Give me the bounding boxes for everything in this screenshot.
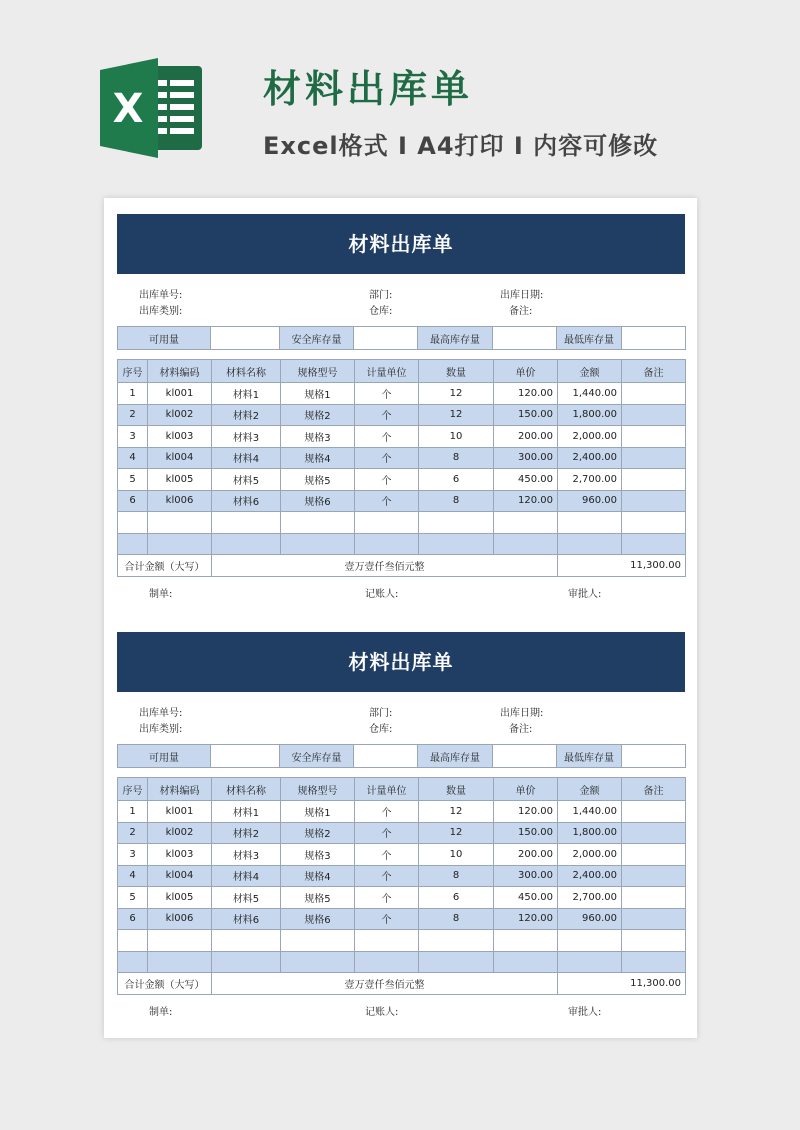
table-cell[interactable]: 8: [419, 447, 494, 469]
table-cell[interactable]: 材料5: [212, 469, 281, 491]
table-cell[interactable]: [281, 951, 355, 973]
table-cell[interactable]: [355, 930, 419, 952]
table-cell[interactable]: [622, 844, 686, 866]
category-label: 出库类别:: [139, 724, 183, 735]
table-cell[interactable]: kl006: [148, 490, 212, 512]
table-cell[interactable]: [212, 533, 281, 555]
max-stock-label: 最高库存量: [418, 745, 493, 768]
table-cell[interactable]: 2,700.00: [558, 469, 622, 491]
table-cell[interactable]: [622, 822, 686, 844]
form-meta: [117, 692, 685, 744]
table-cell[interactable]: [281, 533, 355, 555]
table-cell[interactable]: 规格5: [281, 887, 355, 909]
table-row: [118, 822, 686, 844]
table-cell[interactable]: [558, 930, 622, 952]
max-stock-label: 最高库存量: [418, 327, 493, 350]
table-row: [118, 383, 686, 405]
table-cell[interactable]: 个: [355, 801, 419, 823]
table-cell[interactable]: 2,400.00: [558, 447, 622, 469]
table-cell[interactable]: kl001: [148, 801, 212, 823]
column-header: 计量单位: [355, 778, 419, 801]
form-copy-2: [117, 632, 685, 1023]
column-header: 单价: [494, 360, 558, 383]
column-header: 规格型号: [281, 360, 355, 383]
table-cell[interactable]: kl003: [148, 844, 212, 866]
table-cell[interactable]: [494, 533, 558, 555]
signature-line: [117, 577, 685, 605]
table-cell[interactable]: 材料6: [212, 908, 281, 930]
total-amount[interactable]: 11,300.00: [558, 973, 686, 995]
table-cell[interactable]: [622, 908, 686, 930]
table-cell[interactable]: 规格4: [281, 865, 355, 887]
table-cell[interactable]: 450.00: [494, 887, 558, 909]
table-cell[interactable]: 规格4: [281, 447, 355, 469]
column-header: 单价: [494, 778, 558, 801]
table-cell[interactable]: kl005: [148, 887, 212, 909]
table-cell[interactable]: 规格1: [281, 383, 355, 405]
column-header: 计量单位: [355, 360, 419, 383]
total-in-words[interactable]: 壹万壹仟叁佰元整: [212, 555, 558, 577]
table-cell[interactable]: 150.00: [494, 404, 558, 426]
form-copy-1: [117, 214, 685, 605]
table-row: [118, 404, 686, 426]
table-cell[interactable]: [622, 801, 686, 823]
table-cell[interactable]: [118, 512, 148, 534]
department-label: 部门:: [369, 708, 393, 719]
total-label: 合计金额（大写）: [118, 555, 212, 577]
items-table: [117, 777, 686, 995]
warehouse-label: 仓库:: [369, 724, 393, 735]
table-cell[interactable]: 规格2: [281, 404, 355, 426]
table-cell[interactable]: [419, 512, 494, 534]
safety-stock-cell[interactable]: [354, 745, 418, 768]
column-header: 材料编码: [148, 778, 212, 801]
page-title: 材料出库单: [263, 67, 474, 111]
table-cell[interactable]: [494, 951, 558, 973]
empty-row: [118, 512, 686, 534]
stock-level-table: [117, 326, 686, 350]
table-cell[interactable]: [622, 490, 686, 512]
category-label: 出库类别:: [139, 306, 183, 317]
table-cell[interactable]: 1,440.00: [558, 383, 622, 405]
table-cell[interactable]: 1,800.00: [558, 404, 622, 426]
table-cell[interactable]: [355, 512, 419, 534]
table-cell[interactable]: 10: [419, 844, 494, 866]
table-cell[interactable]: 150.00: [494, 822, 558, 844]
max-stock-cell[interactable]: [493, 745, 557, 768]
safety-stock-label: 安全库存量: [280, 745, 354, 768]
form-title-banner: 材料出库单: [117, 632, 685, 692]
table-cell[interactable]: [419, 533, 494, 555]
bookkeeper-label: 记账人:: [365, 589, 399, 600]
table-cell[interactable]: 材料1: [212, 801, 281, 823]
table-cell[interactable]: [622, 426, 686, 448]
table-cell[interactable]: 6: [118, 490, 148, 512]
table-cell[interactable]: kl006: [148, 908, 212, 930]
available-qty-label: 可用量: [118, 327, 211, 350]
column-header: 序号: [118, 778, 148, 801]
table-cell[interactable]: 个: [355, 426, 419, 448]
table-cell[interactable]: [419, 930, 494, 952]
table-cell[interactable]: 120.00: [494, 490, 558, 512]
table-cell[interactable]: kl002: [148, 404, 212, 426]
table-cell[interactable]: [355, 951, 419, 973]
min-stock-label: 最低库存量: [557, 745, 622, 768]
approver-label: 审批人:: [568, 1007, 602, 1018]
table-cell[interactable]: 规格5: [281, 469, 355, 491]
table-cell[interactable]: 规格1: [281, 801, 355, 823]
table-cell[interactable]: [281, 930, 355, 952]
warehouse-label: 仓库:: [369, 306, 393, 317]
form-meta: [117, 274, 685, 326]
column-header: 材料名称: [212, 360, 281, 383]
min-stock-label: 最低库存量: [557, 327, 622, 350]
table-cell[interactable]: 1: [118, 801, 148, 823]
empty-row: [118, 930, 686, 952]
table-cell[interactable]: [622, 469, 686, 491]
table-row: [118, 887, 686, 909]
table-cell[interactable]: 个: [355, 865, 419, 887]
table-cell[interactable]: 300.00: [494, 865, 558, 887]
table-cell[interactable]: 4: [118, 447, 148, 469]
table-cell[interactable]: [355, 533, 419, 555]
total-label: 合计金额（大写）: [118, 973, 212, 995]
remark-label: 备注:: [509, 724, 533, 735]
department-label: 部门:: [369, 290, 393, 301]
empty-row: [118, 533, 686, 555]
remark-label: 备注:: [509, 306, 533, 317]
table-cell[interactable]: 200.00: [494, 426, 558, 448]
table-cell[interactable]: 8: [419, 865, 494, 887]
table-cell[interactable]: 200.00: [494, 844, 558, 866]
table-cell[interactable]: kl003: [148, 426, 212, 448]
table-row: [118, 865, 686, 887]
column-header: 金额: [558, 360, 622, 383]
table-cell[interactable]: 5: [118, 469, 148, 491]
table-cell[interactable]: 12: [419, 383, 494, 405]
table-cell[interactable]: [118, 533, 148, 555]
table-cell[interactable]: 8: [419, 908, 494, 930]
table-cell[interactable]: [558, 512, 622, 534]
table-cell[interactable]: [558, 951, 622, 973]
table-cell[interactable]: 960.00: [558, 490, 622, 512]
empty-row: [118, 951, 686, 973]
table-cell[interactable]: 个: [355, 490, 419, 512]
table-cell[interactable]: [212, 930, 281, 952]
bookkeeper-label: 记账人:: [365, 1007, 399, 1018]
table-cell[interactable]: [148, 930, 212, 952]
approver-label: 审批人:: [568, 589, 602, 600]
table-row: [118, 908, 686, 930]
excel-logo-icon: [100, 58, 208, 158]
table-cell[interactable]: [419, 951, 494, 973]
table-cell[interactable]: 2,400.00: [558, 865, 622, 887]
table-cell[interactable]: 规格2: [281, 822, 355, 844]
maker-label: 制单:: [149, 589, 173, 600]
table-cell[interactable]: 12: [419, 404, 494, 426]
table-cell[interactable]: 规格3: [281, 844, 355, 866]
safety-stock-cell[interactable]: [354, 327, 418, 350]
table-cell[interactable]: 个: [355, 469, 419, 491]
table-row: [118, 447, 686, 469]
table-cell[interactable]: 120.00: [494, 383, 558, 405]
table-cell[interactable]: 2: [118, 822, 148, 844]
table-cell[interactable]: [118, 930, 148, 952]
table-cell[interactable]: [212, 951, 281, 973]
table-cell[interactable]: 12: [419, 822, 494, 844]
table-cell[interactable]: 材料4: [212, 447, 281, 469]
table-cell[interactable]: [622, 951, 686, 973]
maker-label: 制单:: [149, 1007, 173, 1018]
table-cell[interactable]: 个: [355, 908, 419, 930]
table-cell[interactable]: [622, 512, 686, 534]
table-row: [118, 844, 686, 866]
column-header: 序号: [118, 360, 148, 383]
table-cell[interactable]: [148, 951, 212, 973]
table-cell[interactable]: 960.00: [558, 908, 622, 930]
out-date-label: 出库日期:: [500, 290, 544, 301]
table-cell[interactable]: 1,440.00: [558, 801, 622, 823]
table-cell[interactable]: [281, 512, 355, 534]
table-cell[interactable]: 10: [419, 426, 494, 448]
table-cell[interactable]: [118, 951, 148, 973]
column-header: 规格型号: [281, 778, 355, 801]
svg-text:X: X: [112, 86, 144, 132]
column-header: 数量: [419, 360, 494, 383]
column-header: 材料编码: [148, 360, 212, 383]
table-cell[interactable]: [148, 512, 212, 534]
available-qty-label: 可用量: [118, 745, 211, 768]
stock-level-table: [117, 744, 686, 768]
column-header: 备注: [622, 360, 686, 383]
order-no-label: 出库单号:: [139, 290, 183, 301]
table-cell[interactable]: 个: [355, 447, 419, 469]
table-cell[interactable]: kl004: [148, 865, 212, 887]
table-cell[interactable]: 1,800.00: [558, 822, 622, 844]
table-cell[interactable]: [622, 887, 686, 909]
table-cell[interactable]: [622, 447, 686, 469]
table-cell[interactable]: 1: [118, 383, 148, 405]
page-subtitle: Excel格式 I A4打印 I 内容可修改: [263, 132, 659, 160]
column-header: 备注: [622, 778, 686, 801]
table-cell[interactable]: 5: [118, 887, 148, 909]
available-qty-cell[interactable]: [211, 327, 280, 350]
table-cell[interactable]: 个: [355, 404, 419, 426]
table-cell[interactable]: 2,000.00: [558, 844, 622, 866]
min-stock-cell[interactable]: [622, 327, 686, 350]
table-cell[interactable]: 规格6: [281, 908, 355, 930]
table-cell[interactable]: kl005: [148, 469, 212, 491]
table-row: [118, 490, 686, 512]
table-cell[interactable]: 2: [118, 404, 148, 426]
table-row: [118, 426, 686, 448]
table-cell[interactable]: 材料3: [212, 844, 281, 866]
table-cell[interactable]: [212, 512, 281, 534]
table-header-row: [118, 360, 686, 383]
table-cell[interactable]: 材料6: [212, 490, 281, 512]
column-header: 数量: [419, 778, 494, 801]
total-row: [118, 555, 686, 577]
table-cell[interactable]: 个: [355, 822, 419, 844]
table-cell[interactable]: 材料2: [212, 822, 281, 844]
table-cell[interactable]: 4: [118, 865, 148, 887]
table-cell[interactable]: 个: [355, 844, 419, 866]
table-row: [118, 801, 686, 823]
available-qty-cell[interactable]: [211, 745, 280, 768]
table-cell[interactable]: 6: [419, 887, 494, 909]
order-no-label: 出库单号:: [139, 708, 183, 719]
column-header: 金额: [558, 778, 622, 801]
table-cell[interactable]: 个: [355, 887, 419, 909]
max-stock-cell[interactable]: [493, 327, 557, 350]
table-cell[interactable]: 规格3: [281, 426, 355, 448]
items-table: [117, 359, 686, 577]
form-title-banner: 材料出库单: [117, 214, 685, 274]
document-sheet: [104, 198, 697, 1038]
table-cell[interactable]: 材料3: [212, 426, 281, 448]
table-cell[interactable]: [622, 404, 686, 426]
table-cell[interactable]: 450.00: [494, 469, 558, 491]
column-header: 材料名称: [212, 778, 281, 801]
table-cell[interactable]: [494, 930, 558, 952]
table-cell[interactable]: 6: [118, 908, 148, 930]
signature-line: [117, 995, 685, 1023]
table-cell[interactable]: [622, 383, 686, 405]
total-amount[interactable]: 11,300.00: [558, 555, 686, 577]
table-cell[interactable]: 规格6: [281, 490, 355, 512]
table-row: [118, 469, 686, 491]
table-cell[interactable]: 材料5: [212, 887, 281, 909]
table-cell[interactable]: [622, 865, 686, 887]
table-cell[interactable]: [148, 533, 212, 555]
min-stock-cell[interactable]: [622, 745, 686, 768]
table-cell[interactable]: kl004: [148, 447, 212, 469]
table-cell[interactable]: 2,700.00: [558, 887, 622, 909]
table-cell[interactable]: 2,000.00: [558, 426, 622, 448]
table-cell[interactable]: 3: [118, 844, 148, 866]
table-cell[interactable]: 8: [419, 490, 494, 512]
out-date-label: 出库日期:: [500, 708, 544, 719]
table-cell[interactable]: [622, 533, 686, 555]
table-cell[interactable]: 材料2: [212, 404, 281, 426]
table-cell[interactable]: 6: [419, 469, 494, 491]
total-row: [118, 973, 686, 995]
table-cell[interactable]: 个: [355, 383, 419, 405]
table-cell[interactable]: 120.00: [494, 908, 558, 930]
table-cell[interactable]: [622, 930, 686, 952]
table-cell[interactable]: 材料4: [212, 865, 281, 887]
table-cell[interactable]: 300.00: [494, 447, 558, 469]
table-header-row: [118, 778, 686, 801]
table-cell[interactable]: 120.00: [494, 801, 558, 823]
table-cell[interactable]: 12: [419, 801, 494, 823]
total-in-words[interactable]: 壹万壹仟叁佰元整: [212, 973, 558, 995]
table-cell[interactable]: kl001: [148, 383, 212, 405]
table-cell[interactable]: kl002: [148, 822, 212, 844]
table-cell[interactable]: 3: [118, 426, 148, 448]
table-cell[interactable]: 材料1: [212, 383, 281, 405]
safety-stock-label: 安全库存量: [280, 327, 354, 350]
table-cell[interactable]: [558, 533, 622, 555]
table-cell[interactable]: [494, 512, 558, 534]
